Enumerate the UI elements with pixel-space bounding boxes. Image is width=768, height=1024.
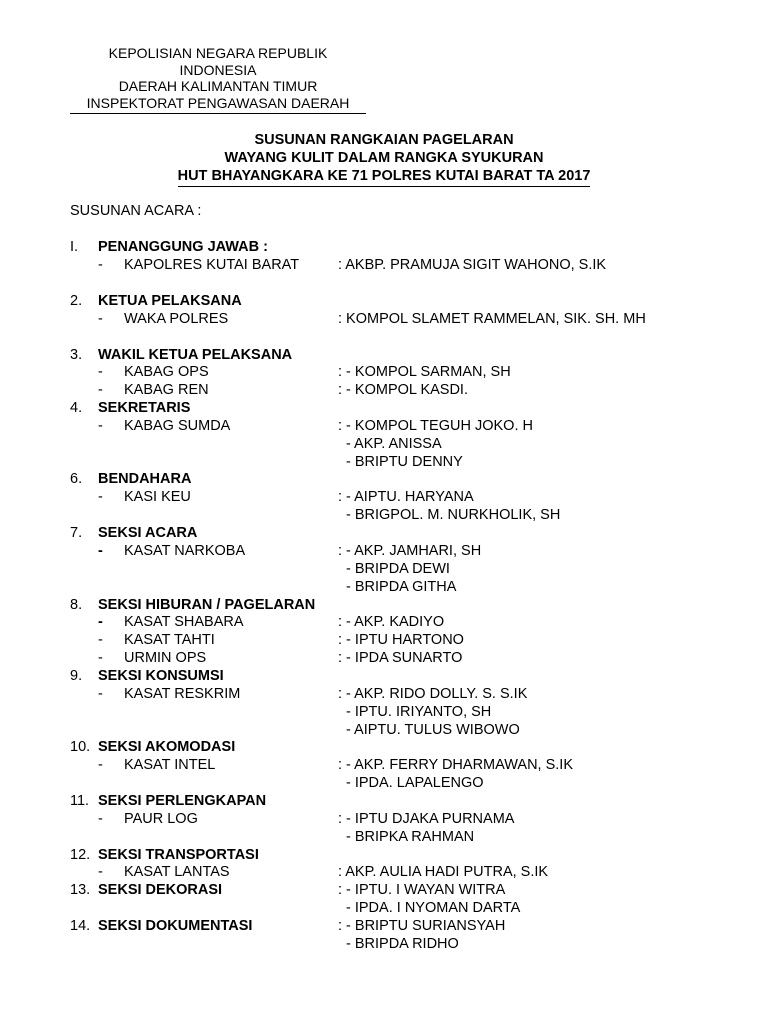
section-number: 13. <box>70 882 91 898</box>
section-heading: SEKSI DOKUMENTASI <box>98 918 253 934</box>
section-number: 8. <box>70 597 83 613</box>
assignee-value: : - IPTU DJAKA PURNAMA <box>338 811 515 827</box>
assignee-value: : - AKP. KADIYO <box>338 614 445 630</box>
role-label: KABAG OPS <box>124 364 209 380</box>
role-label: KABAG SUMDA <box>124 418 231 434</box>
bullet-dash: - <box>98 489 103 505</box>
assignee-value: : AKBP. PRAMUJA SIGIT WAHONO, S.IK <box>338 257 607 273</box>
assignee-value: : - AIPTU. HARYANA <box>338 489 474 505</box>
section-heading: SEKSI HIBURAN / PAGELARAN <box>98 597 316 613</box>
assignee-continuation: - AKP. ANISSA <box>346 436 442 452</box>
bullet-dash: - <box>98 311 103 327</box>
role-label: KASAT RESKRIM <box>124 686 241 702</box>
document-title <box>0 131 768 187</box>
section-heading: SEKSI TRANSPORTASI <box>98 847 259 863</box>
assignee-value: : - BRIPTU SURIANSYAH <box>338 918 506 934</box>
letterhead-line-1: KEPOLISIAN NEGARA REPUBLIK INDONESIA <box>108 45 328 78</box>
letterhead-line-3: INSPEKTORAT PENGAWASAN DAERAH <box>86 94 350 111</box>
bullet-dash: - <box>98 543 103 559</box>
assignee-value: : AKP. AULIA HADI PUTRA, S.IK <box>338 864 549 880</box>
role-label: URMIN OPS <box>124 650 207 666</box>
section-number: 14. <box>70 918 91 934</box>
role-label: KASAT NARKOBA <box>124 543 246 559</box>
role-label: KABAG REN <box>124 382 209 398</box>
assignee-continuation: - BRIPTU DENNY <box>346 454 463 470</box>
role-label: WAKA POLRES <box>124 311 229 327</box>
bullet-dash: - <box>98 364 103 380</box>
role-label: KASAT TAHTI <box>124 632 215 648</box>
assignee-continuation: - BRIGPOL. M. NURKHOLIK, SH <box>346 507 561 523</box>
letterhead-line-2: DAERAH KALIMANTAN TIMUR <box>118 78 318 94</box>
assignee-continuation: - IPDA. I NYOMAN DARTA <box>346 900 521 916</box>
bullet-dash: - <box>98 811 103 827</box>
assignee-continuation: - AIPTU. TULUS WIBOWO <box>346 722 520 738</box>
assignee-value: : - IPTU. I WAYAN WITRA <box>338 882 506 898</box>
section-number: 7. <box>70 525 83 541</box>
section-heading: SEKSI DEKORASI <box>98 882 223 898</box>
section-heading: PENANGGUNG JAWAB : <box>98 239 268 255</box>
assignee-value: : - AKP. JAMHARI, SH <box>338 543 482 559</box>
section-number: 6. <box>70 471 83 487</box>
title-line-1: SUSUNAN RANGKAIAN PAGELARAN <box>254 132 514 148</box>
section-number: 10. <box>70 739 91 755</box>
assignee-value: : KOMPOL SLAMET RAMMELAN, SIK. SH. MH <box>338 311 646 327</box>
section-heading: SEKRETARIS <box>98 400 191 416</box>
role-label: KAPOLRES KUTAI BARAT <box>124 257 300 273</box>
acara-label: SUSUNAN ACARA : <box>70 203 202 219</box>
letterhead <box>70 45 366 114</box>
role-label: KASI KEU <box>124 489 191 505</box>
section-number: 4. <box>70 400 83 416</box>
section-heading: KETUA PELAKSANA <box>98 293 242 309</box>
role-label: KASAT INTEL <box>124 757 216 773</box>
assignee-continuation: - BRIPDA GITHA <box>346 579 457 595</box>
section-number: 11. <box>70 793 90 809</box>
role-label: PAUR LOG <box>124 811 198 827</box>
role-label: KASAT LANTAS <box>124 864 230 880</box>
title-line-2: WAYANG KULIT DALAM RANGKA SYUKURAN <box>224 150 544 166</box>
bullet-dash: - <box>98 418 103 434</box>
assignee-continuation: - IPDA. LAPALENGO <box>346 775 484 791</box>
title-line-3: HUT BHAYANGKARA KE 71 POLRES KUTAI BARAT TA 2017 <box>178 167 591 187</box>
assignee-value: : - KOMPOL TEGUH JOKO. H <box>338 418 533 434</box>
assignee-continuation: - BRIPDA RIDHO <box>346 936 459 952</box>
section-heading: SEKSI ACARA <box>98 525 198 541</box>
section-number: 2. <box>70 293 83 309</box>
assignee-value: : - AKP. RIDO DOLLY. S. S.IK <box>338 686 528 702</box>
assignee-value: : - IPTU HARTONO <box>338 632 464 648</box>
assignee-continuation: - BRIPKA RAHMAN <box>346 829 475 845</box>
assignee-value: : - KOMPOL KASDI. <box>338 382 468 398</box>
section-number: I. <box>70 239 79 255</box>
bullet-dash: - <box>98 864 103 880</box>
bullet-dash: - <box>98 257 103 273</box>
bullet-dash: - <box>98 614 103 630</box>
section-heading: SEKSI KONSUMSI <box>98 668 224 684</box>
assignee-value: : - KOMPOL SARMAN, SH <box>338 364 511 380</box>
section-number: 3. <box>70 347 83 363</box>
section-number: 9. <box>70 668 83 684</box>
section-heading: BENDAHARA <box>98 471 192 487</box>
assignee-value: : - AKP. FERRY DHARMAWAN, S.IK <box>338 757 574 773</box>
section-heading: WAKIL KETUA PELAKSANA <box>98 347 293 363</box>
section-heading: SEKSI AKOMODASI <box>98 739 236 755</box>
bullet-dash: - <box>98 757 103 773</box>
letterhead-divider <box>70 113 366 114</box>
bullet-dash: - <box>98 632 103 648</box>
assignee-continuation: - BRIPDA DEWI <box>346 561 450 577</box>
role-label: KASAT SHABARA <box>124 614 244 630</box>
bullet-dash: - <box>98 686 103 702</box>
section-number: 12. <box>70 847 91 863</box>
bullet-dash: - <box>98 382 103 398</box>
assignee-value: : - IPDA SUNARTO <box>338 650 463 666</box>
bullet-dash: - <box>98 650 103 666</box>
assignee-continuation: - IPTU. IRIYANTO, SH <box>346 704 492 720</box>
section-heading: SEKSI PERLENGKAPAN <box>98 793 267 809</box>
